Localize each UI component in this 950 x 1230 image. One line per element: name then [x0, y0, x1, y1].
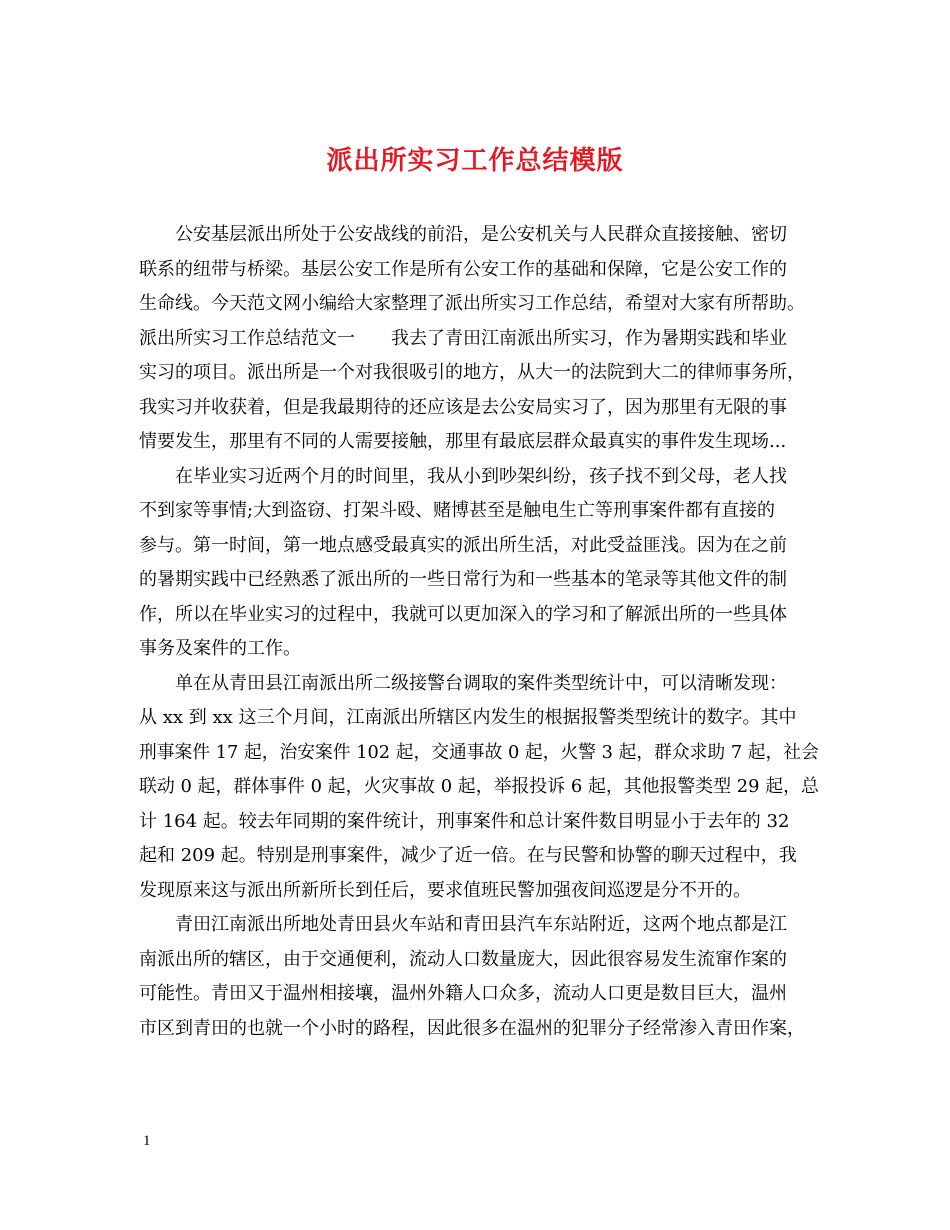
text-line: 在毕业实习近两个月的时间里，我从小到吵架纠纷，孩子找不到父母，老人找 [175, 465, 787, 487]
text-line: 公安基层派出所处于公安战线的前沿，是公安机关与人民群众直接接触、密切 [175, 224, 787, 245]
text-line: 刑事案件 17 起，治安案件 102 起，交通事故 0 起，火警 3 起，群众求助 7 起，社会 [139, 741, 819, 763]
text-line: 事务及案件的工作。 [139, 638, 301, 659]
text-line: 派出所实习工作总结范文一 我去了青田江南派出所实习，作为暑期实践和毕业 [139, 327, 787, 349]
text-line: 我实习并收获着，但是我最期待的还应该是去公安局实习了，因为那里有无限的事 [139, 396, 787, 418]
text-line: 起和 209 起。特别是刑事案件，减少了近一倍。在与民警和协警的聊天过程中，我 [139, 845, 797, 866]
text-line: 市区到青田的也就一个小时的路程，因此很多在温州的犯罪分子经常渗入青田作案， [139, 1017, 805, 1039]
text-line: 实习的项目。派出所是一个对我很吸引的地方，从大一的法院到大二的律师事务所， [139, 362, 805, 383]
text-line: 从 xx 到 xx 这三个月间，江南派出所辖区内发生的根据报警类型统计的数字。其中 [139, 707, 797, 728]
text-line: 情要发生，那里有不同的人需要接触，那里有最底层群众最真实的事件发生现场... [139, 431, 787, 452]
page-number: 1 [143, 1133, 151, 1149]
text-line: 单在从青田县江南派出所二级接警台调取的案件类型统计中，可以清晰发现： [175, 672, 787, 694]
text-line: 计 164 起。较去年同期的案件统计，刑事案件和总计案件数目明显小于去年的 32 [139, 810, 790, 832]
text-line: 可能性。青田又于温州相接壤，温州外籍人口众多，流动人口更是数目巨大，温州 [139, 983, 787, 1004]
text-line: 的暑期实践中已经熟悉了派出所的一些日常行为和一些基本的笔录等其他文件的制 [139, 569, 787, 590]
text-line: 作，所以在毕业实习的过程中，我就可以更加深入的学习和了解派出所的一些具体 [139, 603, 787, 625]
text-line: 发现原来这与派出所新所长到任后，要求值班民警加强夜间巡逻是分不开的。 [139, 879, 751, 901]
text-line: 联动 0 起，群体事件 0 起，火灾事故 0 起，举报投诉 6 起，其他报警类型 29 起，总 [139, 776, 819, 797]
text-line: 联系的纽带与桥梁。基层公安工作是所有公安工作的基础和保障，它是公安工作的 [139, 258, 787, 280]
text-line: 南派出所的辖区，由于交通便利，流动人口数量庞大，因此很容易发生流窜作案的 [139, 948, 787, 970]
document-title: 派出所实习工作总结模版 [326, 146, 624, 176]
text-line: 不到家等事情;大到盗窃、打架斗殴、赌博甚至是触电生亡等刑事案件都有直接的 [139, 500, 776, 521]
text-line: 生命线。今天范文网小编给大家整理了派出所实习工作总结，希望对大家有所帮助。 [139, 293, 805, 314]
text-line: 参与。第一时间，第一地点感受最真实的派出所生活，对此受益匪浅。因为在之前 [139, 534, 787, 556]
text-line: 青田江南派出所地处青田县火车站和青田县汽车东站附近，这两个地点都是江 [175, 914, 787, 935]
